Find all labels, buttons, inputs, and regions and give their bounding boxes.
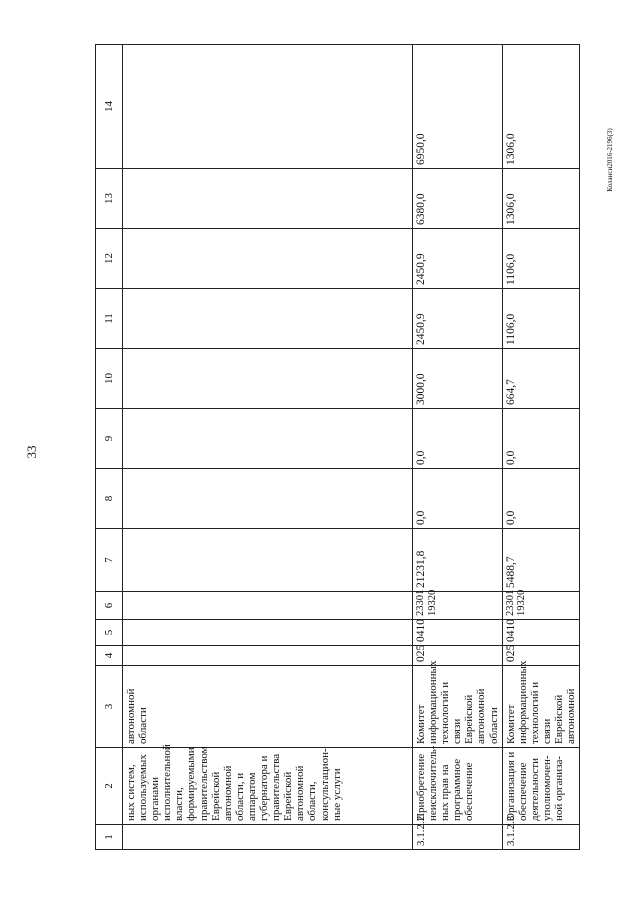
table-row xyxy=(123,45,413,850)
header-cell: 14 xyxy=(96,45,123,169)
year-value: 0,0 xyxy=(413,469,503,529)
year-value xyxy=(123,349,413,409)
row-number xyxy=(123,825,413,850)
year-value: 0,0 xyxy=(502,409,580,469)
activity-name: Организация и обеспечение деятельности уполномочен-ной организа- xyxy=(502,748,580,825)
year-value: 1106,0 xyxy=(502,229,580,289)
header-cell: 8 xyxy=(96,469,123,529)
header-cell: 3 xyxy=(96,666,123,748)
year-value: 1306,0 xyxy=(502,45,580,169)
year-value: 2450,9 xyxy=(413,289,503,349)
header-cell: 12 xyxy=(96,229,123,289)
page-number: 33 xyxy=(24,445,39,459)
year-value: 1106,0 xyxy=(502,289,580,349)
year-value: 664,7 xyxy=(502,349,580,409)
target-article: 23301 19320 xyxy=(413,592,503,620)
header-cell: 5 xyxy=(96,620,123,646)
grbs-code: 025 xyxy=(502,646,580,666)
row-number: 3.1.2.3 xyxy=(502,825,580,850)
grbs-code xyxy=(123,646,413,666)
table-row xyxy=(413,45,503,850)
grbs-code: 025 xyxy=(413,646,503,666)
target-article xyxy=(123,592,413,620)
total-value: 5488,7 xyxy=(502,529,580,592)
header-cell: 2 xyxy=(96,748,123,825)
year-value xyxy=(123,229,413,289)
year-value xyxy=(123,409,413,469)
year-value: 1306,0 xyxy=(502,169,580,229)
header-cell: 4 xyxy=(96,646,123,666)
total-value: 21231,8 xyxy=(413,529,503,592)
header-cell: 11 xyxy=(96,289,123,349)
budget-table xyxy=(95,44,580,850)
budget-table-container xyxy=(95,45,578,850)
total-value xyxy=(123,529,413,592)
executor: Комитет информационных технологий и связи Еврейской автономной области xyxy=(413,666,503,748)
year-value: 6950,0 xyxy=(413,45,503,169)
executor: Комитет информационных технологий и связи Еврейской автономной xyxy=(502,666,580,748)
target-article: 23301 19320 xyxy=(502,592,580,620)
year-value xyxy=(123,169,413,229)
footer-code: Коланси2016-2196(3) xyxy=(606,128,614,192)
header-cell: 1 xyxy=(96,825,123,850)
year-value xyxy=(123,45,413,169)
section-code: 0410 xyxy=(413,620,503,646)
executor: автономной области xyxy=(123,666,413,748)
header-cell: 13 xyxy=(96,169,123,229)
year-value: 3000,0 xyxy=(413,349,503,409)
section-code: 0410 xyxy=(502,620,580,646)
header-cell: 10 xyxy=(96,349,123,409)
header-row xyxy=(96,45,123,850)
year-value xyxy=(123,289,413,349)
header-cell: 7 xyxy=(96,529,123,592)
year-value: 6380,0 xyxy=(413,169,503,229)
table-row xyxy=(502,45,580,850)
activity-name: ных систем, используемых органами исполнительной власти, формируемыми правительством Еврейской автономной области, и аппаратом губернатора и правительства Еврейской автономной области, консультацион-ные услуги xyxy=(123,748,413,825)
year-value xyxy=(123,469,413,529)
rotated-table xyxy=(95,45,578,850)
activity-name: Приобретение неисключитель-ных прав на программное обеспечение xyxy=(413,748,503,825)
year-value: 0,0 xyxy=(502,469,580,529)
header-cell: 9 xyxy=(96,409,123,469)
header-cell: 6 xyxy=(96,592,123,620)
section-code xyxy=(123,620,413,646)
year-value: 2450,9 xyxy=(413,229,503,289)
row-number: 3.1.2.2 xyxy=(413,825,503,850)
year-value: 0,0 xyxy=(413,409,503,469)
